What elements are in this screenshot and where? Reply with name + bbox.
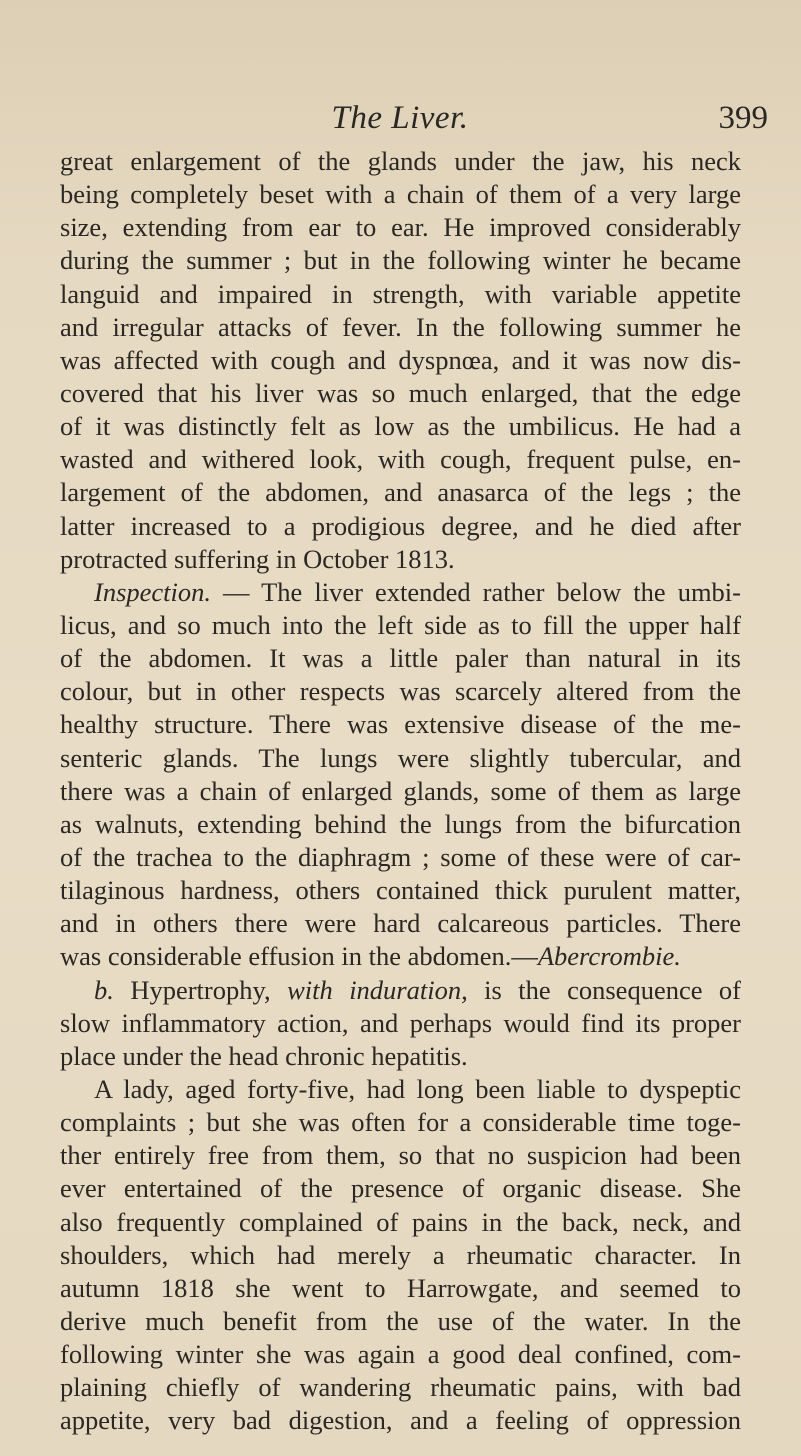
text-line — [60, 576, 741, 609]
line-text: appetite, very bad digestion, and a feeling of oppression — [60, 1405, 741, 1436]
text-line — [60, 775, 741, 808]
line-text: A lady, aged forty-five, had long been liable to dyspeptic — [94, 1073, 741, 1104]
text-line — [60, 675, 741, 708]
text-line — [60, 211, 741, 244]
text-line — [60, 609, 741, 642]
text-line — [60, 1338, 741, 1371]
line-text: as walnuts, extending behind the lungs from the bifurcation — [60, 808, 741, 839]
line-text: during the summer ; but in the following winter he became — [60, 245, 741, 276]
line-text: senteric glands. The lungs were slightly tubercular, and — [60, 742, 741, 773]
line-text: and irregular attacks of fever. In the following summer he — [60, 311, 741, 342]
line-text: being completely beset with a chain of them of a very large — [60, 179, 741, 210]
text-line — [60, 1404, 741, 1437]
text-line — [60, 708, 741, 741]
inspection-heading: Inspection. — [94, 576, 212, 607]
text-line — [60, 907, 741, 940]
text-line — [60, 443, 741, 476]
text-line — [60, 543, 741, 576]
text-line — [60, 244, 741, 277]
text-line — [60, 1371, 741, 1404]
line-text: ther entirely free from them, so that no suspicion had been — [60, 1140, 741, 1171]
text-line — [60, 145, 741, 178]
line-text: protracted suffering in October 1813. — [60, 543, 455, 574]
line-text: plaining chiefly of wandering rheumatic pains, with bad — [60, 1372, 741, 1403]
line-text: Hypertrophy, — [113, 974, 288, 1005]
text-line — [60, 1272, 741, 1305]
running-title: The Liver. — [331, 100, 469, 136]
line-text: licus, and so much into the left side as to fill the upper half — [60, 609, 741, 640]
text-line — [60, 642, 741, 675]
text-line — [60, 1106, 741, 1139]
line-text: was considerable effusion in the abdomen.— — [60, 941, 538, 972]
line-text: autumn 1818 she went to Harrowgate, and seemed to — [60, 1272, 741, 1303]
line-text: also frequently complained of pains in the back, neck, and — [60, 1206, 741, 1237]
attribution-author: Abercrombie. — [537, 941, 681, 972]
line-text: healthy structure. There was extensive disease of the me- — [60, 709, 741, 740]
line-text: size, extending from ear to ear. He improved considerably — [60, 212, 741, 243]
text-line — [60, 311, 741, 344]
line-text: following winter she was again a good deal confined, com- — [60, 1339, 741, 1370]
line-text: there was a chain of enlarged glands, some of them as large — [60, 775, 741, 806]
text-line — [60, 1206, 741, 1239]
line-text: was affected with cough and dyspnœa, and it was now dis- — [60, 344, 741, 375]
line-text: of the abdomen. It was a little paler than natural in its — [60, 643, 741, 674]
line-text: ever entertained of the presence of organic disease. She — [60, 1173, 741, 1204]
line-text: tilaginous hardness, others contained thick purulent matter, — [60, 875, 741, 906]
text-line — [60, 510, 741, 543]
line-text: wasted and withered look, with cough, frequent pulse, en- — [60, 444, 741, 475]
text-line — [60, 808, 741, 841]
line-text-tail: is the consequence of — [467, 974, 741, 1005]
text-line — [60, 1139, 741, 1172]
text-line — [60, 1172, 741, 1205]
line-text: derive much benefit from the use of the water. In the — [60, 1305, 741, 1336]
text-line — [60, 874, 741, 907]
line-text: place under the head chronic hepatitis. — [60, 1040, 468, 1071]
line-text: complaints ; but she was often for a considerable time toge- — [60, 1107, 741, 1138]
line-text: — The liver extended rather below the umbi- — [211, 576, 741, 607]
text-line — [60, 974, 741, 1007]
line-text: of it was distinctly felt as low as the umbilicus. He had a — [60, 411, 741, 442]
body-text — [60, 145, 741, 1437]
page-number: 399 — [718, 100, 768, 136]
text-line — [60, 476, 741, 509]
line-text: colour, but in other respects was scarcely altered from the — [60, 676, 741, 707]
text-line — [60, 178, 741, 211]
text-line — [60, 1239, 741, 1272]
text-line — [60, 1073, 741, 1106]
line-text: shoulders, which had merely a rheumatic character. In — [60, 1239, 741, 1270]
italic-phrase: with induration, — [287, 974, 468, 1005]
text-line — [60, 377, 741, 410]
text-line — [60, 1040, 741, 1073]
line-text: great enlargement of the glands under the jaw, his neck — [60, 146, 741, 176]
text-line — [60, 742, 741, 775]
text-line — [60, 344, 741, 377]
section-letter: b. — [94, 974, 114, 1005]
text-line — [60, 841, 741, 874]
text-line — [60, 1007, 741, 1040]
running-head — [60, 98, 768, 138]
line-text: of the trachea to the diaphragm ; some of these were of car- — [60, 841, 741, 872]
line-text: covered that his liver was so much enlarged, that the edge — [60, 377, 741, 408]
line-text: largement of the abdomen, and anasarca of the legs ; the — [60, 477, 741, 508]
text-line — [60, 278, 741, 311]
text-line — [60, 940, 741, 973]
line-text: and in others there were hard calcareous particles. There — [60, 908, 741, 939]
text-line — [60, 410, 741, 443]
text-line — [60, 1305, 741, 1338]
line-text: languid and impaired in strength, with variable appetite — [60, 278, 741, 309]
line-text: slow inflammatory action, and perhaps would find its proper — [60, 1007, 741, 1038]
line-text: latter increased to a prodigious degree, and he died after — [60, 510, 741, 541]
